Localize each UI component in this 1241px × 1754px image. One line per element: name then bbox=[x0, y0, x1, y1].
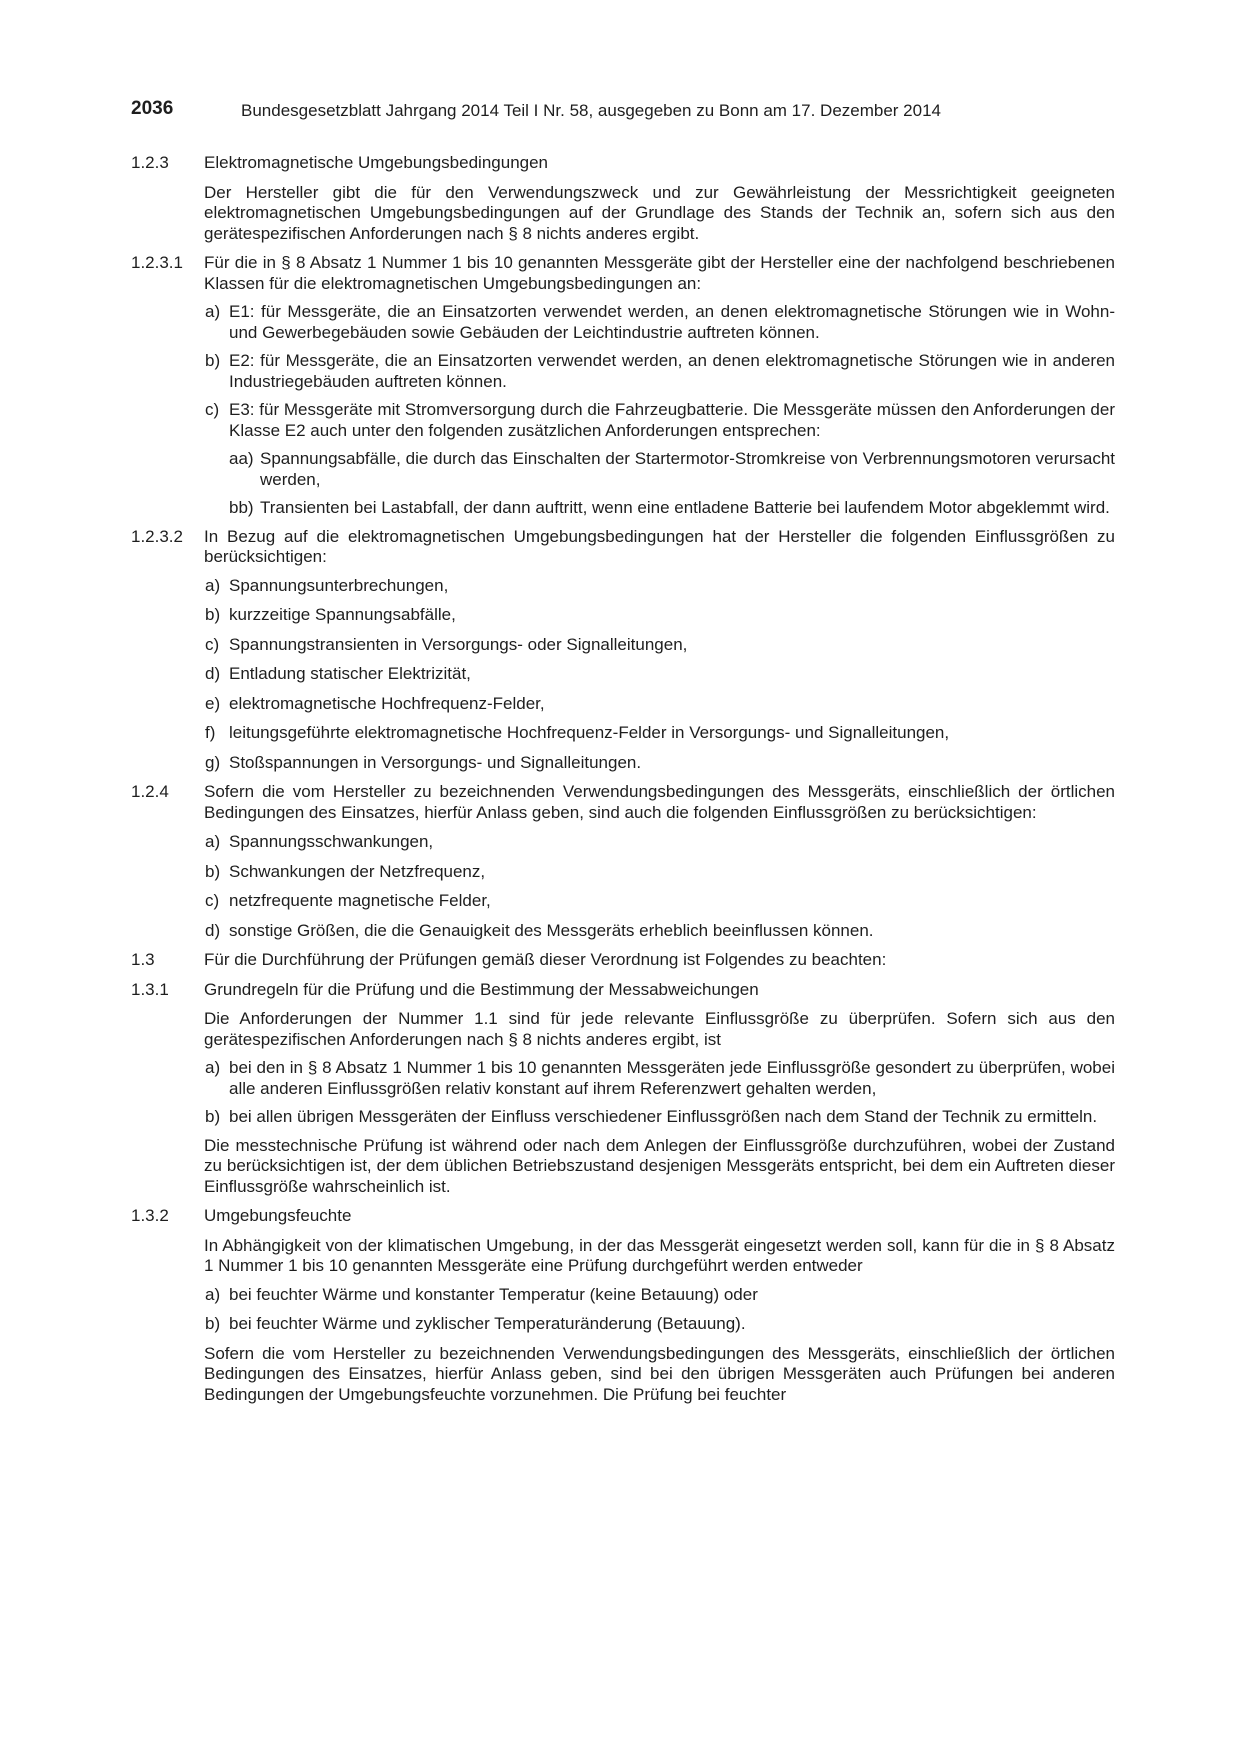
list-item bbox=[205, 664, 1115, 685]
section-paragraph: Die messtechnische Prüfung ist während oder nach dem Anlegen der Einflussgröße durchzuführen, wobei der Zustand zu berücksichtigen ist, der dem üblichen Betriebszustand desjenigen Messgeräts entspricht, bei dem ein Auftreten dieser Einflussgröße wahrscheinlich ist. bbox=[204, 1135, 1115, 1196]
list-item bbox=[205, 861, 1115, 883]
list-marker: c) bbox=[205, 634, 220, 654]
section-number: 1.2.3 bbox=[131, 153, 169, 172]
list-marker: a) bbox=[205, 1058, 221, 1077]
section-number: 1.2.3.2 bbox=[131, 526, 183, 546]
list-marker: d) bbox=[205, 664, 221, 683]
section-1-3-2-heading bbox=[131, 1206, 1115, 1227]
section-number: 1.3 bbox=[131, 950, 155, 969]
list-item bbox=[205, 605, 1115, 626]
section-1-2-3-1 bbox=[131, 253, 1115, 294]
list-item bbox=[205, 1058, 1115, 1099]
sub-list-item bbox=[229, 449, 1115, 490]
list-item-text: bei feuchter Wärme und konstanter Temperatur (keine Betauung) oder bbox=[229, 1284, 758, 1304]
section-number: 1.2.4 bbox=[131, 782, 169, 801]
section-paragraph: Sofern die vom Hersteller zu bezeichnenden Verwendungsbedingungen des Messgeräts, einschließlich der örtlichen Bedingungen des Einsatzes, hierfür Anlass geben, sind auch die folgenden Einflussgrößen zu berücksichtigen: bbox=[204, 782, 1115, 822]
list-item-text: leitungsgeführte elektromagnetische Hochfrequenz-Felder in Versorgungs- und Signalleitungen, bbox=[229, 723, 950, 742]
list-item-text: bei feuchter Wärme und zyklischer Temperaturänderung (Betauung). bbox=[229, 1314, 746, 1333]
running-header: Bundesgesetzblatt Jahrgang 2014 Teil I Nr. 58, ausgegeben zu Bonn am 17. Dezember 2014 bbox=[241, 101, 941, 120]
section-1-2-3-paragraph: Der Hersteller gibt die für den Verwendungszweck und zur Gewährleistung der Messrichtigkeit geeigneten elektromagnetischen Umgebungsbedingungen auf der Grundlage des Stands der Technik an, sofern sich aus den gerätespezifischen Anforderungen nach § 8 nichts anderes ergibt. bbox=[204, 182, 1115, 243]
list-marker: b) bbox=[205, 1107, 221, 1126]
list-item bbox=[205, 400, 1115, 441]
list-item bbox=[205, 723, 1115, 744]
section-heading: Umgebungsfeuchte bbox=[204, 1206, 352, 1225]
section-paragraph: Für die Durchführung der Prüfungen gemäß dieser Verordnung ist Folgendes zu beachten: bbox=[204, 950, 887, 969]
list-item-text: netzfrequente magnetische Felder, bbox=[229, 891, 491, 910]
list-item-text: Entladung statischer Elektrizität, bbox=[229, 664, 471, 683]
list-item bbox=[205, 1284, 1115, 1306]
list-item bbox=[205, 351, 1115, 392]
list-marker: b) bbox=[205, 1314, 221, 1333]
list-marker: g) bbox=[205, 752, 221, 772]
section-1-2-3-heading bbox=[131, 153, 1115, 174]
list-item-text: Spannungsunterbrechungen, bbox=[229, 575, 449, 595]
section-heading: Elektromagnetische Umgebungsbedingungen bbox=[204, 153, 549, 172]
section-1-2-4 bbox=[131, 782, 1115, 823]
list-item-text: Spannungsschwankungen, bbox=[229, 832, 434, 851]
page-number: 2036 bbox=[131, 98, 174, 119]
list-marker: f) bbox=[205, 723, 216, 742]
section-paragraph: Für die in § 8 Absatz 1 Nummer 1 bis 10 genannten Messgeräte gibt der Hersteller eine der nachfolgend beschriebenen Klassen für die elektromagnetischen Umgebungsbedingungen an: bbox=[204, 253, 1115, 293]
list-item bbox=[205, 1314, 1115, 1335]
sub-list-item bbox=[229, 498, 1115, 519]
list-marker: e) bbox=[205, 693, 221, 713]
list-item-text: Stoßspannungen in Versorgungs- und Signalleitungen. bbox=[229, 752, 642, 772]
list-marker: a) bbox=[205, 575, 221, 595]
list-marker: d) bbox=[205, 920, 221, 940]
list-marker: c) bbox=[205, 400, 220, 419]
list-item-text: bei allen übrigen Messgeräten der Einfluss verschiedener Einflussgrößen nach dem Stand der Technik zu ermitteln. bbox=[229, 1107, 1098, 1126]
list-item-text: E3: für Messgeräte mit Stromversorgung durch die Fahrzeugbatterie. Die Messgeräte müssen den Anforderungen der Klasse E2 auch unter den folgenden zusätzlichen Anforderungen entsprechen: bbox=[229, 400, 1115, 440]
section-paragraph: Sofern die vom Hersteller zu bezeichnenden Verwendungsbedingungen des Messgeräts, einschließlich der örtlichen Bedingungen des Einsatzes, hierfür Anlass geben, sind bei den übrigen Messgeräten auch Prüfungen bei anderen Bedingungen der Umgebungsfeuchte vorzunehmen. Die Prüfung bei feuchter bbox=[204, 1343, 1115, 1404]
section-paragraph: In Bezug auf die elektromagnetischen Umgebungsbedingungen hat der Hersteller die folgenden Einflussgrößen zu berücksichtigen: bbox=[204, 526, 1115, 566]
list-item-text: sonstige Größen, die die Genauigkeit des Messgeräts erheblich beeinflussen können. bbox=[229, 920, 874, 940]
list-item bbox=[205, 1107, 1115, 1128]
list-item-text: elektromagnetische Hochfrequenz-Felder, bbox=[229, 693, 545, 713]
list-marker: b) bbox=[205, 605, 221, 624]
list-item bbox=[205, 302, 1115, 343]
list-marker: b) bbox=[205, 351, 221, 370]
list-item-text: E2: für Messgeräte, die an Einsatzorten verwendet werden, an denen elektromagnetische Störungen wie in anderen Industriegebäuden auftreten können. bbox=[229, 351, 1115, 391]
section-1-2-3-2 bbox=[131, 527, 1115, 568]
list-item-text: kurzzeitige Spannungsabfälle, bbox=[229, 605, 456, 624]
list-marker: a) bbox=[205, 832, 221, 851]
list-marker: c) bbox=[205, 891, 220, 910]
list-item-text: Spannungsabfälle, die durch das Einschalten der Startermotor-Stromkreise von Verbrennungsmotoren verursacht werden, bbox=[260, 449, 1115, 489]
section-1-3 bbox=[131, 950, 1115, 971]
list-item-text: bei den in § 8 Absatz 1 Nummer 1 bis 10 genannten Messgeräten jede Einflussgröße gesondert zu überprüfen, wobei alle anderen Einflussgrößen relativ konstant auf ihrem Referenzwert gehalten werden, bbox=[229, 1058, 1115, 1098]
section-heading: Grundregeln für die Prüfung und die Bestimmung der Messabweichungen bbox=[204, 979, 759, 999]
list-item bbox=[205, 575, 1115, 597]
list-item bbox=[205, 693, 1115, 715]
section-paragraph: In Abhängigkeit von der klimatischen Umgebung, in der das Messgerät eingesetzt werden soll, kann für die in § 8 Absatz 1 Nummer 1 bis 10 genannten Messgeräte eine Prüfung durchgeführt werden entweder bbox=[204, 1235, 1115, 1275]
section-number: 1.2.3.1 bbox=[131, 253, 183, 272]
list-marker: a) bbox=[205, 302, 221, 321]
list-item bbox=[205, 634, 1115, 656]
section-number: 1.3.2 bbox=[131, 1206, 169, 1225]
section-number: 1.3.1 bbox=[131, 979, 169, 999]
list-item-text: Transienten bei Lastabfall, der dann auftritt, wenn eine entladene Batterie bei laufendem Motor abgeklemmt wird. bbox=[260, 498, 1110, 517]
list-item bbox=[205, 920, 1115, 942]
section-1-3-1-heading bbox=[131, 980, 1115, 1001]
list-item bbox=[205, 891, 1115, 912]
list-marker: aa) bbox=[229, 449, 254, 468]
list-item bbox=[205, 752, 1115, 774]
list-item-text: Spannungstransienten in Versorgungs- oder Signalleitungen, bbox=[229, 634, 688, 654]
list-marker: bb) bbox=[229, 498, 254, 517]
section-paragraph: Die Anforderungen der Nummer 1.1 sind für jede relevante Einflussgröße zu überprüfen. Sofern sich aus den gerätespezifischen Anforderungen nach § 8 nichts anderes ergibt, ist bbox=[204, 1009, 1115, 1049]
list-item bbox=[205, 832, 1115, 853]
list-marker: b) bbox=[205, 861, 221, 881]
list-item-text: E1: für Messgeräte, die an Einsatzorten verwendet werden, an denen elektromagnetische Störungen wie in Wohn- und Gewerbegebäuden sowie Gebäuden der Leichtindustrie auftreten können. bbox=[229, 302, 1115, 342]
page-body bbox=[131, 153, 1115, 1405]
list-item-text: Schwankungen der Netzfrequenz, bbox=[229, 861, 486, 881]
list-marker: a) bbox=[205, 1284, 221, 1304]
